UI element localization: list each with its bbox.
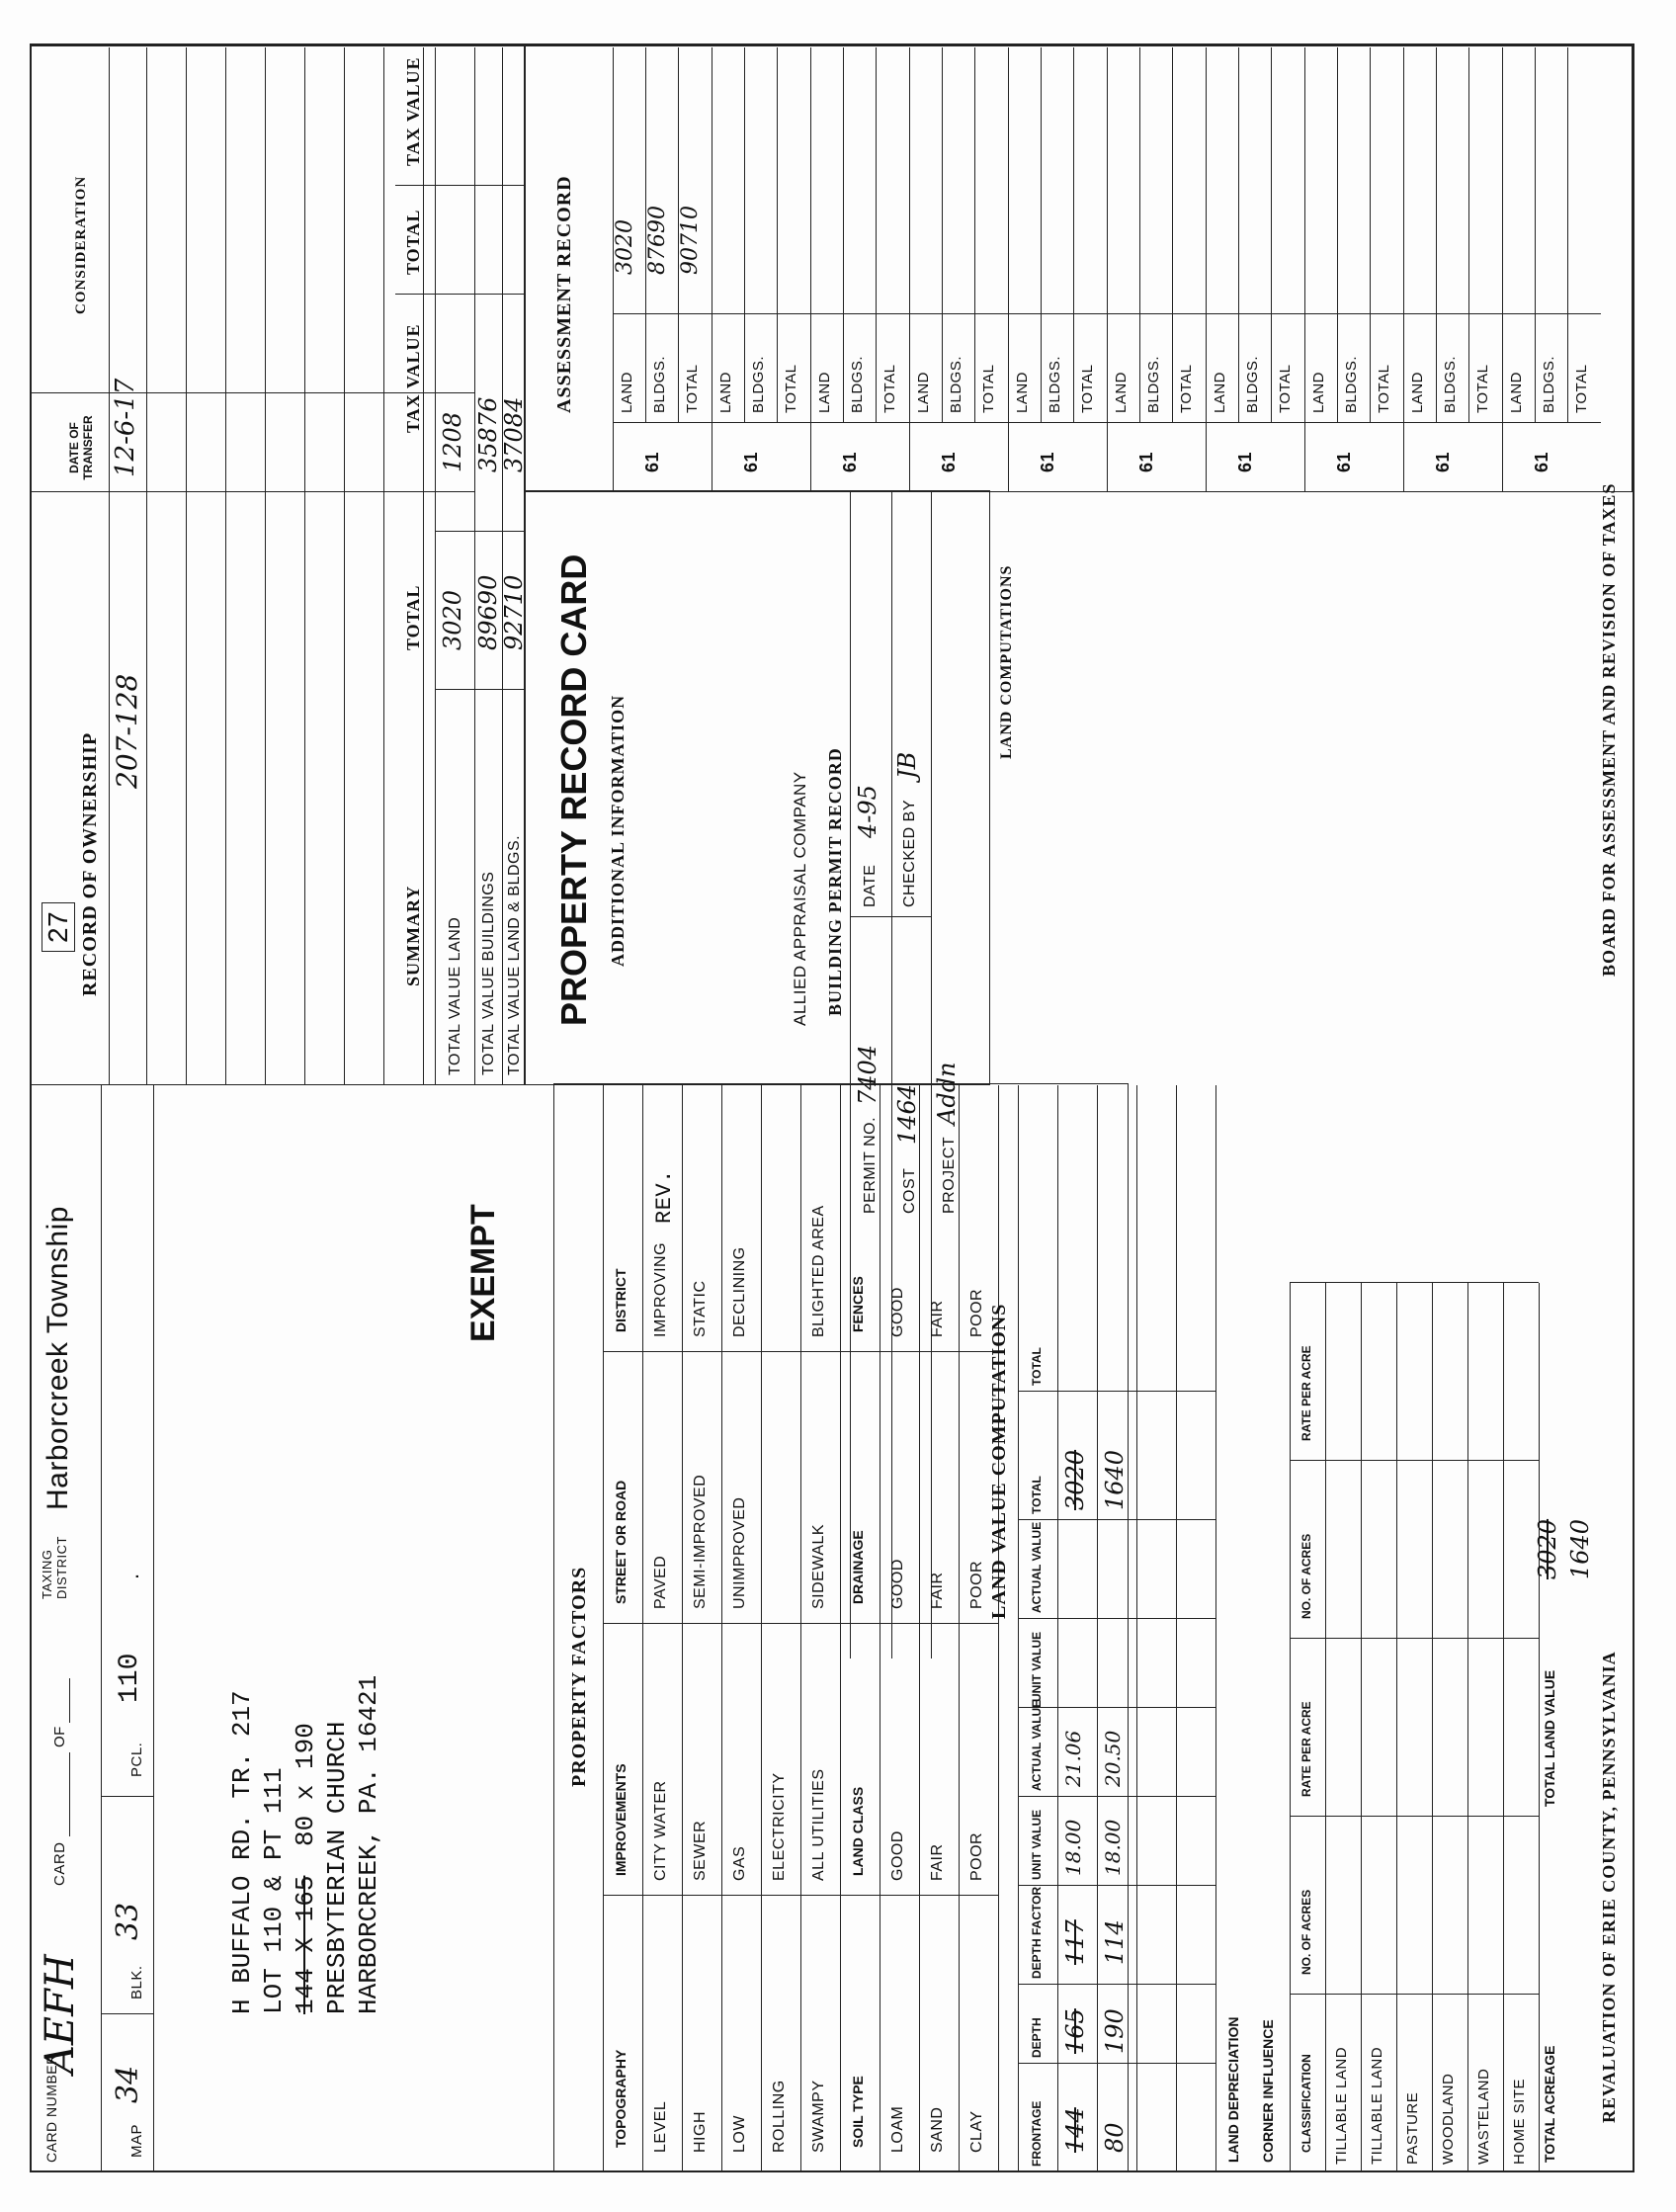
assessment-row-label: LAND	[915, 371, 932, 413]
land-depth: 190	[1101, 2008, 1129, 2054]
assessment-row-line	[1436, 47, 1437, 423]
appraisal-company: ALLIED APPRAISAL COMPANY	[791, 771, 809, 1026]
summary-tax-header-2: TAX VALUE	[403, 56, 423, 166]
acre-classification: PASTURE	[1404, 2091, 1421, 2165]
project-label: PROJECT	[941, 1136, 958, 1214]
soil-item: CLAY	[968, 2110, 985, 2153]
factor-col-line	[603, 1895, 998, 1896]
summary-total-header: TOTAL	[403, 584, 423, 650]
factor-item: LEVEL	[652, 2100, 669, 2153]
assessment-block-line	[909, 47, 910, 492]
permit-no-value: 7404	[854, 1044, 881, 1105]
acre-header: NO. OF ACRES	[1299, 1533, 1313, 1619]
soil-item: SAND	[929, 2106, 946, 2153]
map-row-divider	[153, 1085, 154, 2172]
land-actual-value: 20.50	[1101, 1730, 1125, 1787]
assessment-row-line	[1041, 47, 1042, 423]
permit-no-label: PERMIT NO.	[862, 1116, 879, 1214]
summary-row-1-tax: 1208	[439, 411, 466, 472]
land-total: 1640	[1101, 1449, 1129, 1510]
land-header: UNIT VALUE	[1030, 1631, 1044, 1702]
assessment-col-line	[613, 313, 1601, 314]
assessment-row-label: TOTAL	[980, 364, 997, 413]
assessment-row-label: TOTAL	[1079, 364, 1096, 413]
factor-item: SIDEWALK	[810, 1523, 827, 1609]
ownership-col-1	[30, 491, 474, 492]
assessment-year: 61	[1235, 451, 1255, 472]
factor-row-line	[682, 1085, 683, 2172]
card-number-label: CARD NUMBER	[43, 2054, 59, 2163]
assessment-row-label: LAND	[1310, 371, 1327, 413]
assessment-row-label: TOTAL	[1573, 364, 1590, 413]
land-col-line	[1018, 1885, 1215, 1886]
land-actual-value: 21.06	[1061, 1730, 1085, 1787]
card-number-value: AEFH	[38, 1954, 83, 2074]
land-row-line	[1136, 1085, 1137, 2172]
summary-col-3	[395, 294, 524, 295]
factor-row-line	[840, 1085, 841, 2172]
ownership-row-5	[304, 47, 305, 1085]
assessment-row-label: BLDGS.	[948, 355, 964, 413]
soil-item: LOAM	[889, 2105, 906, 2153]
permit-date-value: 4-95	[854, 785, 881, 838]
factor-item: SEMI-IMPROVED	[692, 1474, 709, 1609]
acre-row-line	[1290, 1283, 1291, 2172]
ownership-row-1	[146, 47, 147, 1085]
assessment-row-label: BLDGS.	[1343, 355, 1360, 413]
assessment-row-line	[974, 47, 975, 423]
assessment-col-line	[613, 422, 1601, 423]
soil-item: FAIR	[929, 1300, 946, 1337]
assessment-row-line	[1567, 47, 1568, 423]
soil-item: POOR	[968, 1560, 985, 1609]
assessment-year: 61	[741, 451, 761, 472]
land-header: TOTAL	[1030, 1476, 1044, 1514]
assessment-row-label: LAND	[1014, 371, 1031, 413]
property-factors-box	[553, 1083, 1129, 2172]
ownership-deed: 207-128	[111, 673, 143, 789]
acre-classification: WOODLAND	[1440, 2073, 1457, 2165]
land-unit-value: 18.00	[1101, 1819, 1125, 1876]
assessment-row-line	[942, 47, 943, 423]
assessment-row-label: LAND	[1508, 371, 1525, 413]
ownership-date: 12-6-17	[111, 378, 140, 477]
assessment-row-label: LAND	[619, 371, 635, 413]
acre-col-line	[1290, 1282, 1539, 1283]
assessment-row-label: LAND	[816, 371, 833, 413]
land-col-line	[1018, 1618, 1215, 1619]
factor-header: STREET OR ROAD	[613, 1480, 628, 1604]
factor-header: IMPROVEMENTS	[613, 1763, 628, 1876]
ownership-row-2	[186, 47, 187, 1085]
land-header: FRONTAGE	[1030, 2100, 1044, 2167]
acre-classification: WASTELAND	[1475, 2068, 1492, 2165]
permit-date-label: DATE	[862, 864, 879, 907]
date-of-transfer-header: DATE OF TRANSFER	[67, 415, 95, 480]
summary-row-line-2	[502, 47, 503, 1085]
assessment-block-line	[810, 47, 811, 492]
blk-value: 33	[111, 1902, 145, 1940]
assessment-row-line	[1535, 47, 1536, 423]
owner-line-5: HARBORCREEK, PA. 16421	[354, 1674, 383, 2014]
assessment-block-line	[1502, 47, 1503, 492]
assessment-year: 61	[1038, 451, 1057, 472]
soil-item: GOOD	[889, 1559, 906, 1609]
total-acreage-label: TOTAL ACREAGE	[1542, 2045, 1557, 2163]
owner-line-3-struck: 144 X 165	[291, 1875, 320, 2014]
ownership-title: RECORD OF OWNERSHIP	[79, 731, 101, 996]
land-col-line	[1018, 1984, 1215, 1985]
blk-col	[101, 1796, 153, 1797]
factor-item: CITY WATER	[652, 1780, 669, 1881]
of-blank	[69, 1678, 70, 1723]
assessment-entry: 87690	[645, 206, 670, 275]
land-header: DEPTH FACTOR	[1030, 1886, 1044, 1979]
factor-row-line	[919, 1085, 920, 2172]
assessment-row-line	[1370, 47, 1371, 423]
assessment-row-label: TOTAL	[684, 364, 701, 413]
assessment-row-line	[1172, 47, 1173, 423]
assessment-row-line	[744, 47, 745, 423]
factor-item: PAVED	[652, 1555, 669, 1609]
card-label: CARD	[51, 1841, 68, 1886]
summary-row-3-total: 92710	[500, 574, 528, 650]
assessment-entry: 90710	[678, 206, 703, 275]
factor-row-line	[761, 1085, 762, 2172]
acre-classification: TILLABLE LAND	[1333, 2046, 1350, 2165]
factor-row-line	[959, 1085, 960, 2172]
summary-row-2-tax: 35876	[474, 396, 502, 472]
soil-header: SOIL TYPE	[850, 2076, 866, 2148]
summary-row-1-total: 3020	[439, 589, 466, 650]
acre-row-line	[1361, 1283, 1362, 2172]
corner-influence-label: CORNER INFLUENCE	[1260, 2019, 1276, 2163]
summary-row-3-label: TOTAL VALUE LAND & BLDGS.	[506, 834, 523, 1075]
assessment-row-label: BLDGS.	[1244, 355, 1261, 413]
summary-row-1-label: TOTAL VALUE LAND	[447, 916, 463, 1075]
assessment-year: 61	[1532, 451, 1551, 472]
acre-header: NO. OF ACRES	[1299, 1889, 1313, 1975]
taxing-district-value: Harborcreek Township	[42, 1206, 74, 1510]
land-header: TOTAL	[1030, 1347, 1044, 1386]
assessment-row-label: BLDGS.	[849, 355, 866, 413]
owner-line-1: H BUFFALO RD. TR. 217	[227, 1690, 257, 2014]
factor-item: ALL UTILITIES	[810, 1768, 827, 1881]
cost-label: COST	[901, 1167, 918, 1214]
owner-line-3-dims: 80 x 190	[291, 1723, 320, 1846]
factor-row-line	[642, 1085, 643, 2172]
factor-row-line	[721, 1085, 722, 2172]
land-col-line	[1018, 1519, 1215, 1520]
acre-row-line	[1396, 1283, 1397, 2172]
assessment-row-line	[1139, 47, 1140, 423]
assessment-block-line	[613, 47, 614, 492]
ownership-row-6	[344, 47, 345, 1085]
ownership-hdr-line	[109, 47, 110, 1085]
taxing-district-label: TAXING DISTRICT	[40, 1536, 69, 1599]
soil-item: POOR	[968, 1288, 985, 1337]
consideration-header: CONSIDERATION	[73, 175, 89, 314]
property-record-title: PROPERTY RECORD CARD	[553, 553, 594, 1026]
assessment-row-line	[645, 47, 646, 423]
assessment-row-line	[777, 47, 778, 423]
land-col-line	[1018, 2063, 1215, 2064]
acre-row-line	[1503, 1283, 1504, 2172]
land-unit-value: 18.00	[1061, 1819, 1085, 1876]
assessment-title: ASSESSMENT RECORD	[553, 175, 575, 413]
land-row-line	[1057, 1085, 1058, 2172]
card-blank	[69, 1752, 70, 1836]
soil-item: POOR	[968, 1831, 985, 1881]
land-col-line	[1018, 1391, 1215, 1392]
factor-item: IMPROVING	[652, 1241, 669, 1337]
assessment-row-label: LAND	[717, 371, 734, 413]
checked-by-label: CHECKED BY	[901, 799, 918, 907]
land-row-line	[1215, 1085, 1216, 2172]
footer-left: REVALUATION OF ERIE COUNTY, PENNSYLVANIA	[1599, 1651, 1619, 2123]
land-header: ACTUAL VALUE	[1030, 1521, 1044, 1613]
blk-label: BLK.	[128, 1965, 145, 1999]
factor-item: GAS	[731, 1845, 748, 1881]
pcl-suffix: .	[119, 1573, 143, 1579]
summary-total-header-2: TOTAL	[403, 209, 423, 275]
ownership-row-3	[225, 47, 226, 1085]
summary-col-4	[395, 185, 524, 186]
land-depreciation-label: LAND DEPRECIATION	[1225, 2016, 1241, 2163]
assessment-row-line	[1271, 47, 1272, 423]
assessment-row-label: LAND	[1212, 371, 1228, 413]
assessment-row-label: TOTAL	[1277, 364, 1294, 413]
assessment-row-label: BLDGS.	[1442, 355, 1459, 413]
acre-col-line	[1290, 1638, 1539, 1639]
assessment-block-line	[1107, 47, 1108, 492]
assessment-block-line	[1206, 47, 1207, 492]
factor-item: HIGH	[692, 2111, 709, 2153]
soil-item: FAIR	[929, 1572, 946, 1609]
total-land-value: 1640	[1566, 1518, 1594, 1579]
factor-item: DECLINING	[731, 1246, 748, 1337]
soil-item: FAIR	[929, 1843, 946, 1881]
owner-line-4: PRESBYTERIAN CHURCH	[322, 1721, 352, 2014]
soil-header: FENCES	[850, 1276, 866, 1332]
factor-header: DISTRICT	[613, 1268, 628, 1332]
assessment-row-line	[1468, 47, 1469, 423]
soil-item: GOOD	[889, 1287, 906, 1337]
summary-row-3-tax: 37084	[500, 396, 528, 472]
assessment-row-label: LAND	[1113, 371, 1130, 413]
land-computations-header: LAND COMPUTATIONS	[998, 564, 1015, 759]
summary-col-1	[435, 689, 524, 690]
assessment-year: 61	[1433, 451, 1453, 472]
assessment-row-label: TOTAL	[783, 364, 799, 413]
cost-value: 1464	[893, 1083, 921, 1145]
assessment-row-line	[1337, 47, 1338, 423]
acre-col-line	[1290, 1994, 1539, 1995]
summary-hdr-line	[435, 47, 436, 1085]
assessment-row-label: BLDGS.	[1047, 355, 1063, 413]
pcl-label: PCL.	[128, 1742, 145, 1777]
checked-by-value: JB	[893, 751, 921, 779]
pcl-value: 110	[115, 1653, 145, 1703]
factor-row-line	[603, 1085, 604, 2172]
rev-label: REV.	[652, 1169, 677, 1224]
card-seq-box: 27	[42, 902, 75, 952]
total-land-value-label: TOTAL LAND VALUE	[1542, 1669, 1557, 1807]
summary-title: SUMMARY	[403, 885, 423, 986]
assessment-row-label: TOTAL	[1474, 364, 1491, 413]
factor-row-line	[998, 1085, 999, 2172]
factor-item: UNIMPROVED	[731, 1496, 748, 1609]
assessment-row-line	[876, 47, 877, 423]
land-total: 3020	[1061, 1449, 1089, 1510]
factor-item: BLIGHTED AREA	[810, 1205, 827, 1337]
land-header: DEPTH	[1030, 2017, 1044, 2058]
total-land-value-struck: 3020	[1534, 1518, 1561, 1579]
assessment-block-line	[1008, 47, 1009, 492]
acre-row-line	[1325, 1283, 1326, 2172]
land-depth-factor: 117	[1061, 1919, 1089, 1965]
land-row-line	[1097, 1085, 1098, 2172]
acre-row-line	[1432, 1283, 1433, 2172]
assessment-row-label: BLDGS.	[750, 355, 767, 413]
summary-row-line-1	[474, 47, 475, 1085]
assessment-year: 61	[840, 451, 860, 472]
factor-header: TOPOGRAPHY	[613, 2049, 628, 2148]
building-permit-header: BUILDING PERMIT RECORD	[825, 747, 845, 1016]
assessment-row-label: LAND	[1409, 371, 1426, 413]
acre-header: RATE PER ACRE	[1299, 1701, 1313, 1797]
acre-col-line	[1290, 1816, 1539, 1817]
assessment-block-line	[1304, 47, 1305, 492]
acre-header: RATE PER ACRE	[1299, 1345, 1313, 1441]
acre-header: CLASSIFICATION	[1299, 2054, 1313, 2153]
assessment-row-label: TOTAL	[1178, 364, 1195, 413]
map-label: MAP	[128, 2123, 145, 2158]
acre-row-line	[1467, 1283, 1468, 2172]
property-factors-title: PROPERTY FACTORS	[568, 1566, 590, 1787]
land-frontage: 80	[1101, 2122, 1129, 2153]
map-value: 34	[111, 2065, 145, 2103]
assessment-year: 61	[939, 451, 959, 472]
acre-col-line	[1290, 1460, 1539, 1461]
acre-classification: HOME SITE	[1511, 2078, 1528, 2165]
owner-line-2: LOT 110 & PT 111	[259, 1767, 289, 2014]
assessment-entry: 3020	[613, 219, 637, 275]
assessment-row-line	[1238, 47, 1239, 423]
exempt-stamp: EXEMPT	[464, 1204, 502, 1342]
acre-classification: TILLABLE LAND	[1369, 2046, 1385, 2165]
assessment-row-label: BLDGS.	[651, 355, 668, 413]
map-col	[101, 2013, 153, 2014]
assessment-year: 61	[642, 451, 662, 472]
assessment-row-line	[843, 47, 844, 423]
soil-header: LAND CLASS	[850, 1786, 866, 1876]
land-depth-factor: 114	[1101, 1919, 1129, 1965]
summary-row-2-total: 89690	[474, 574, 502, 650]
land-col-line	[1018, 1707, 1215, 1708]
assessment-row-line	[678, 47, 679, 423]
ownership-row-4	[265, 47, 266, 1085]
header-divider	[101, 1085, 102, 2172]
factor-item: STATIC	[692, 1280, 709, 1337]
factor-item: SWAMPY	[810, 2080, 827, 2153]
land-row-line	[1018, 1085, 1019, 2172]
summary-row-2-label: TOTAL VALUE BUILDINGS	[480, 871, 497, 1075]
factor-item: ROLLING	[771, 2080, 788, 2153]
of-label: OF	[51, 1726, 68, 1747]
summary-tax-header: TAX VALUE	[403, 323, 423, 433]
factor-item: ELECTRICITY	[771, 1772, 788, 1881]
land-frontage: 144	[1061, 2107, 1089, 2153]
land-col-line	[1018, 1796, 1215, 1797]
acre-row-line	[1539, 1283, 1540, 2172]
assessment-block-line	[1403, 47, 1404, 492]
land-header: UNIT VALUE	[1030, 1809, 1044, 1880]
land-value-title: LAND VALUE COMPUTATIONS	[988, 1303, 1010, 1619]
assessment-row-line	[1073, 47, 1074, 423]
land-row-line	[1176, 1085, 1177, 2172]
factor-item: LOW	[731, 2115, 748, 2153]
summary-col-2	[435, 531, 524, 532]
factor-col-line	[603, 1623, 998, 1624]
footer-right: BOARD FOR ASSESSMENT AND REVISION OF TAXES	[1599, 482, 1619, 977]
assessment-row-label: TOTAL	[881, 364, 898, 413]
soil-item: GOOD	[889, 1830, 906, 1881]
factor-col-line	[603, 1351, 998, 1352]
assessment-row-label: TOTAL	[1376, 364, 1392, 413]
additional-info-header: ADDITIONAL INFORMATION	[608, 694, 628, 967]
assessment-year: 61	[1334, 451, 1354, 472]
ownership-row-7	[383, 47, 384, 1085]
assessment-year: 61	[1136, 451, 1156, 472]
assessment-row-label: BLDGS.	[1145, 355, 1162, 413]
permit-col	[850, 916, 931, 917]
land-depth: 165	[1061, 2008, 1089, 2054]
factor-row-line	[800, 1085, 801, 2172]
factor-item: SEWER	[692, 1820, 709, 1881]
soil-header: DRAINAGE	[850, 1530, 866, 1604]
assessment-row-label: BLDGS.	[1541, 355, 1557, 413]
project-value: Addn	[933, 1062, 961, 1125]
land-header: ACTUAL VALUE	[1030, 1699, 1044, 1791]
